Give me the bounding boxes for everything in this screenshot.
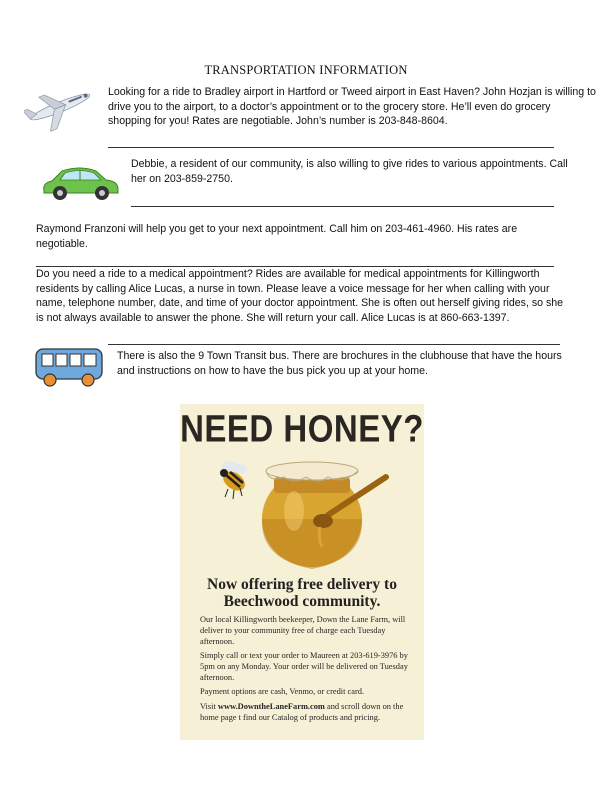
flyer-paragraph — [200, 701, 418, 723]
divider — [108, 147, 554, 148]
page-title: TRANSPORTATION INFORMATION — [204, 63, 408, 77]
car-icon — [38, 163, 122, 203]
bee-icon — [212, 459, 256, 503]
divider — [131, 206, 554, 207]
raymond-ride-info: Raymond Franzoni will help you get to your next appointment. Call him on 203-461-4960. His rates are negotiable. — [36, 223, 518, 250]
alice-ride-info: Do you need a ride to a medical appointment? Rides are available for medical appointments for Killingworth residents by calling Alice Lucas, a nurse in town. Please leave a voice message for her when calling with your name, telephone number, date, and time of your doctor appointment. She is often out herself giving rides, so she is not always available to answer the phone. She will return your call. Alice Lucas is at 860-663-1397. — [36, 268, 564, 324]
flyer-paragraph: Our local Killingworth beekeeper, Down the Lane Farm, will deliver to your community free of charge each Tuesday afternoon. — [200, 615, 406, 646]
flyer-offer-line2: Beechwood community. — [223, 593, 381, 610]
debbie-ride-info: Debbie, a resident of our community, is also willing to give rides to various appointments. Call her on 203-859-2750. — [131, 158, 568, 185]
flyer-website-link[interactable]: www.DowntheLaneFarm.com — [217, 702, 325, 711]
flyer-paragraph: Payment options are cash, Venmo, or credit card. — [200, 687, 365, 696]
honey-flyer — [180, 404, 424, 740]
airplane-icon — [24, 82, 96, 132]
flyer-offer — [180, 576, 424, 610]
bus-info: There is also the 9 Town Transit bus. There are brochures in the clubhouse that have the hours and instructions on how to have the bus pick you up at your home. — [117, 350, 562, 377]
flyer-headline: NEED HONEY? — [180, 407, 424, 450]
flyer-visit-text: Visit — [200, 702, 218, 711]
john-ride-info: Looking for a ride to Bradley airport in Hartford or Tweed airport in East Haven? John Hozjan is willing to drive you to the airport, to a doctor’s appointment or to the grocery store. He’ll even do grocery shopping for you! Rates are negotiable. John’s number is 203-848-8604. — [108, 86, 596, 128]
flyer-catalog-text: and scroll down on the home page t find our Catalog of products and pricing. — [200, 702, 404, 722]
flyer-offer-line1: Now offering free delivery to — [207, 576, 397, 593]
bus-icon — [33, 345, 107, 391]
divider — [108, 344, 560, 345]
flyer-paragraph: Simply call or text your order to Maureen at 203-619-3976 by 5pm on any Monday. Your order will be delivered on Tuesday afternoon. — [200, 651, 408, 682]
